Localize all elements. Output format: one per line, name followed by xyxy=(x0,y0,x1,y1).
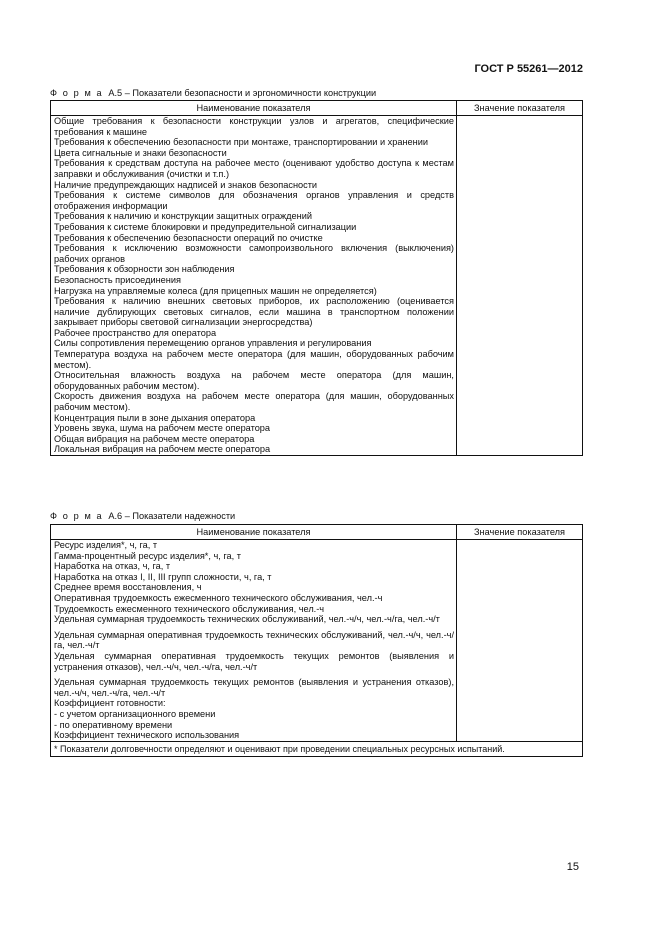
page-number: 15 xyxy=(566,861,579,873)
table-row: Концентрация пыли в зоне дыхания оператора xyxy=(54,412,256,423)
form-a6-footnote: * Показатели долговечности определяют и оценивают при проведении специальных ресурсных испытаний. xyxy=(51,741,583,757)
form-a6-prefix: Ф о р м а xyxy=(50,511,104,521)
form-a6-title: А.6 – Показатели надежности xyxy=(108,511,236,521)
table-row: Требования к системе блокировки и предупредительной сигнализации xyxy=(54,221,357,232)
table-row: Уровень звука, шума на рабочем месте оператора xyxy=(54,423,271,434)
form-a6-table xyxy=(50,524,583,757)
table-row: Коэффициент технического использования xyxy=(54,730,240,741)
table-row: Удельная суммарная оперативная трудоемкость технических обслуживаний, чел.-ч/ч, чел.-ч/га, чел.-ч/т xyxy=(54,629,454,651)
table-row: Наличие предупреждающих надписей и знаков безопасности xyxy=(54,179,318,190)
form-a6-col-value-header: Значение показателя xyxy=(457,525,583,540)
table-row: Удельная суммарная трудоемкость технических обслуживаний, чел.-ч/ч, чел.-ч/га, чел.-ч/т xyxy=(54,614,440,625)
table-row: Рабочее пространство для оператора xyxy=(54,327,217,338)
table-row: - с учетом организационного времени xyxy=(54,708,216,719)
table-row: Относительная влажность воздуха на рабочем месте оператора (для машин, оборудованных рабочим местом). xyxy=(54,370,454,391)
table-row: Требования к средствам доступа на рабочее место (оценивают удобство доступа к местам заправки и обслуживания (очистки и т.п.) xyxy=(54,158,454,179)
table-row: Наработка на отказ, ч, га, т xyxy=(54,561,171,572)
table-row: Требования к наличию и конструкции защитных ограждений xyxy=(54,211,312,222)
form-a5-table xyxy=(50,100,583,456)
form-a5-caption xyxy=(50,88,376,99)
form-a5-col-value-header: Значение показателя xyxy=(457,101,583,116)
table-row: Требования к системе символов для обозначения органов управления и средств отображения информации xyxy=(54,190,454,211)
form-a6-value-cell xyxy=(457,540,583,742)
table-row: Трудоемкость ежесменного технического обслуживания, чел.-ч xyxy=(54,603,325,614)
table-row: Оперативная трудоемкость ежесменного технического обслуживания, чел.-ч xyxy=(54,592,383,603)
table-row: Среднее время восстановления, ч xyxy=(54,582,202,593)
form-a5-value-cell xyxy=(457,116,583,456)
form-a6-name-cell xyxy=(51,540,457,742)
table-row: Требования к наличию внешних световых приборов, их расположению (оценивается наличие дублирующих световых сигналов, если машина в транспортном положении закрывает приборы световой сигнализации энергосредства) xyxy=(54,296,454,328)
form-a5-prefix: Ф о р м а xyxy=(50,88,104,98)
form-a6-caption xyxy=(50,511,235,522)
table-row: Локальная вибрация на рабочем месте оператора xyxy=(54,444,271,455)
table-row: Требования к обеспечению безопасности при монтаже, транспортировании и хранении xyxy=(54,137,428,148)
table-row: Требования к обеспечению безопасности операций по очистке xyxy=(54,232,323,243)
table-row: - по оперативному времени xyxy=(54,719,173,730)
table-row: Цвета сигнальные и знаки безопасности xyxy=(54,147,227,158)
table-row: Температура воздуха на рабочем месте оператора (для машин, оборудованных рабочим местом). xyxy=(54,349,454,370)
table-row: Удельная суммарная трудоемкость текущих ремонтов (выявления и устранения отказов), чел.-ч/ч, чел.-ч/га, чел.-ч/т xyxy=(54,677,454,698)
form-a6-col-name-header: Наименование показателя xyxy=(51,525,457,540)
table-row: Гамма-процентный ресурс изделия*, ч, га, т xyxy=(54,550,241,561)
table-row: Требования к исключению возможности самопроизвольного включения (выключения) рабочих органов xyxy=(54,243,454,264)
table-row: Удельная суммарная оперативная трудоемкость текущих ремонтов (выявления и устранения отказов), чел.-ч/ч, чел.-ч/га, чел.-ч/т xyxy=(54,650,454,672)
form-a5-title: А.5 – Показатели безопасности и эргономичности конструкции xyxy=(108,88,377,98)
table-row: Нагрузка на управляемые колеса (для прицепных машин не определяется) xyxy=(54,285,377,296)
table-row: Требования к обзорности зон наблюдения xyxy=(54,264,235,275)
document-code: ГОСТ Р 55261—2012 xyxy=(474,63,583,75)
form-a5-name-cell xyxy=(51,116,457,456)
table-row: Безопасность присоединения xyxy=(54,274,181,285)
form-a5-col-name-header: Наименование показателя xyxy=(51,101,457,116)
table-row: Наработка на отказ I, II, III групп сложности, ч, га, т xyxy=(54,571,272,582)
table-row: Ресурс изделия*, ч, га, т xyxy=(54,540,158,550)
table-row: Общие требования к безопасности конструкции узлов и агрегатов, специфические требования к машине xyxy=(54,116,454,137)
table-row: Коэффициент готовности: xyxy=(54,698,166,709)
table-row: Скорость движения воздуха на рабочем месте оператора (для машин, оборудованных рабочим местом). xyxy=(54,391,454,413)
table-row: Силы сопротивления перемещению органов управления и регулирования xyxy=(54,338,372,349)
table-row: Общая вибрация на рабочем месте оператора xyxy=(54,433,255,444)
